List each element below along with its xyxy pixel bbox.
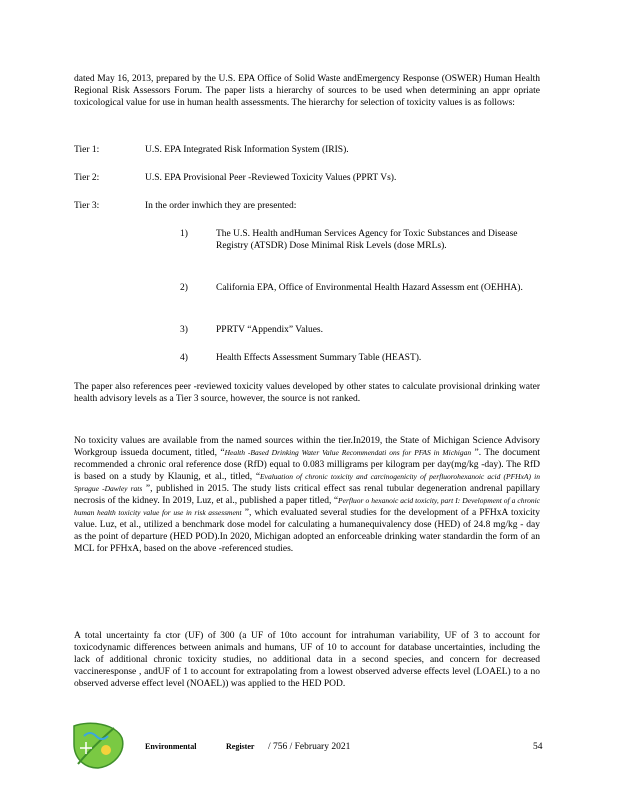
michigan-paragraph (74, 435, 540, 555)
document-title-italic: Health -Based Drinking Water Value Recommendati ons for PFAS in Michigan (224, 448, 472, 457)
footer-register: Register (226, 742, 255, 751)
page-number: 54 (533, 742, 543, 752)
item-number: 1) (180, 229, 188, 239)
text-run: No toxicity values are available from the named sources within the tier.In2019, the State of Michigan Science Advisory Workgroup issueda document, titled, “ (74, 436, 540, 458)
tier-text: U.S. EPA Integrated Risk Information System (IRIS). (145, 145, 349, 155)
footer-journal: Environmental (145, 742, 197, 751)
uncertainty-paragraph: A total uncertainty fa ctor (UF) of 300 (a UF of 10to account for intrahuman variability, UF of 3 to account for toxicodynamic differences between animals and humans, UF of 10 to account for database uncertainties, including the lack of additional chronic toxicity studies, no additional data in a second species, and concern for decreased vaccineresponse , andUF of 1 to account for extrapolating from a lowest observed adverse effects level (LOAEL) to a no observed adverse effect level (NOAEL)) was applied to the HED POD. (74, 631, 540, 689)
tier-text: In the order inwhich they are presented: (145, 201, 297, 211)
text-run: ”, which evaluated several studies for the development of a PFHxA toxicity value. Luz, et al., utilized a benchmark dose model for calculating a humanequivalency dose (HED) of 24.8 mg/kg - day as the point of departure (HED POD).In 2020, Michigan adopted an enforceable drinking water standardin the form of an MCL for PFHxA, based on the above -referenced studies. (74, 508, 540, 554)
item-number: 3) (180, 325, 188, 335)
item-number: 2) (180, 283, 188, 293)
item-number: 4) (180, 353, 188, 363)
tier-label: Tier 1: (74, 145, 100, 155)
intro-paragraph: dated May 16, 2013, prepared by the U.S. EPA Office of Solid Waste andEmergency Response (OSWER) Human Health Regional Risk Assessors Forum. The paper lists a hierarchy of sources to be used when determining an appr opriate toxicological value for use in human health assessments. The hierarchy for selection of toxicity values is as follows: (74, 74, 540, 108)
item-text: Health Effects Assessment Summary Table (HEAST). (216, 353, 422, 363)
footer-issue: / 756 / February 2021 (268, 742, 351, 752)
tier-text: U.S. EPA Provisional Peer -Reviewed Toxicity Values (PPRT Vs). (145, 173, 397, 183)
tier3-note-paragraph: The paper also references peer -reviewed toxicity values developed by other states to calculate provisional drinking water health advisory levels as a Tier 3 source, however, the source is not ranked. (74, 382, 540, 404)
text-run: ”. The document recommended a chronic oral reference dose (RfD) equal to 0.083 milligrams per kilogram per day(mg/kg -day). The RfD is based on a study by Klaunig, et al., titled, “ (74, 448, 541, 482)
study-title-italic: Evaluation of chronic toxicity and carcinogenicity of perfluorohexanoic acid (PFHxA) in Sprague -Dawley rats (74, 472, 540, 493)
item-text: The U.S. Health andHuman Services Agency for Toxic Substances and Disease Registry (ATSDR) Dose Minimal Risk Levels (dose MRLs). (216, 229, 518, 251)
tier-label: Tier 2: (74, 173, 100, 183)
tier-label: Tier 3: (74, 201, 100, 211)
item-text: California EPA, Office of Environmental Health Hazard Assessm ent (OEHHA). (216, 283, 523, 293)
paper-title-italic: Perfluor o hexanoic acid toxicity, part I: Development of a chronic human health toxicity value for use in risk assessment (74, 496, 540, 517)
item-text: PPRTV “Appendix” Values. (216, 325, 324, 335)
text-run: ”, published in 2015. The study lists critical effect sas renal tubular degeneration andrenal papillary necrosis of the kidney. In 2019, Luz, et al., published a paper titled, “ (74, 484, 540, 506)
environmental-register-logo (68, 718, 128, 770)
